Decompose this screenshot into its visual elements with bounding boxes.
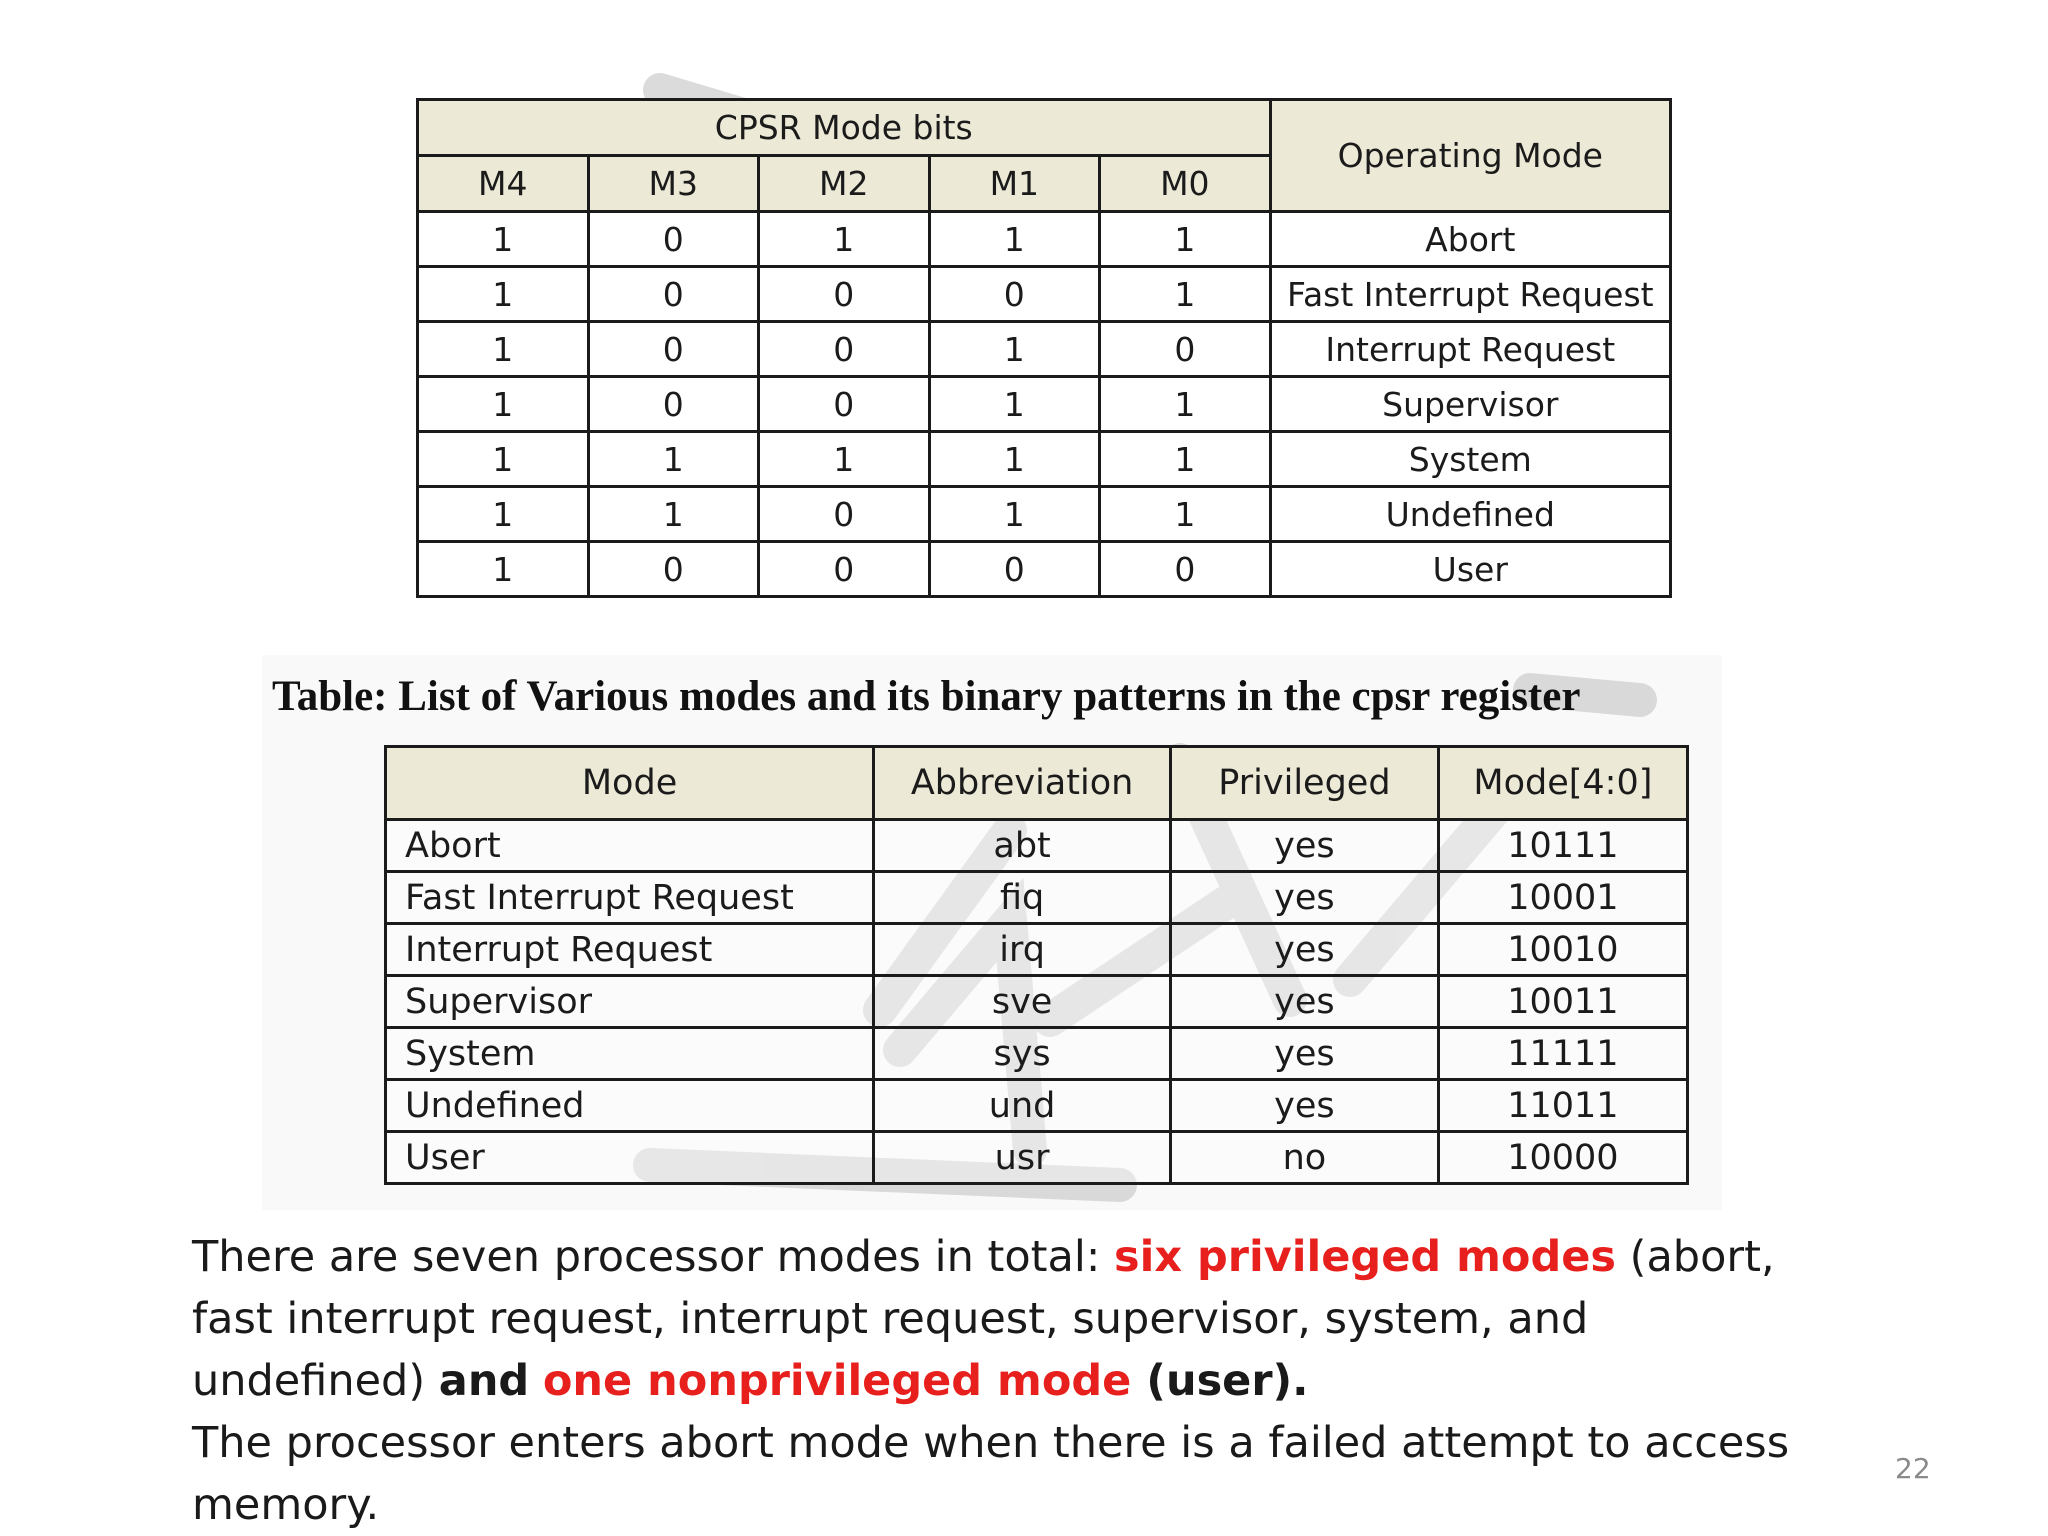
bit-header-m2: M2 bbox=[759, 156, 930, 212]
bit-cell: 0 bbox=[929, 267, 1100, 322]
bit-cell: 1 bbox=[929, 212, 1100, 267]
bit-cell: 0 bbox=[759, 377, 930, 432]
operating-mode-cell: User bbox=[1270, 542, 1670, 597]
one-nonprivileged-mode-text: one nonprivileged mode bbox=[542, 1356, 1132, 1406]
mode-bits-cell: 10001 bbox=[1438, 872, 1687, 924]
mode-bits-cell: 11011 bbox=[1438, 1080, 1687, 1132]
bit-cell: 0 bbox=[588, 267, 759, 322]
mode-bits-cell: 10010 bbox=[1438, 924, 1687, 976]
operating-mode-cell: Abort bbox=[1270, 212, 1670, 267]
privileged-cell: yes bbox=[1171, 924, 1439, 976]
mode-cell: System bbox=[386, 1028, 874, 1080]
abbreviation-cell: fiq bbox=[874, 872, 1171, 924]
table-row bbox=[386, 872, 1688, 924]
and-text: and bbox=[438, 1356, 530, 1406]
table-row bbox=[386, 1028, 1688, 1080]
bit-cell: 1 bbox=[1100, 267, 1271, 322]
mode-cell: Fast Interrupt Request bbox=[386, 872, 874, 924]
bit-header-m4: M4 bbox=[418, 156, 589, 212]
bit-cell: 0 bbox=[1100, 542, 1271, 597]
privileged-cell: yes bbox=[1171, 872, 1439, 924]
privileged-cell: yes bbox=[1171, 820, 1439, 872]
user-text: (user). bbox=[1131, 1356, 1309, 1406]
bit-cell: 1 bbox=[418, 487, 589, 542]
bit-cell: 1 bbox=[1100, 377, 1271, 432]
mode-bits-cell: 10011 bbox=[1438, 976, 1687, 1028]
table-row bbox=[418, 322, 1671, 377]
processor-modes-table bbox=[384, 745, 1689, 1185]
table-row bbox=[418, 377, 1671, 432]
bit-cell: 1 bbox=[759, 212, 930, 267]
bit-cell: 1 bbox=[929, 432, 1100, 487]
body-text bbox=[192, 1226, 1812, 1536]
bit-cell: 1 bbox=[759, 432, 930, 487]
bit-cell: 1 bbox=[1100, 487, 1271, 542]
abbreviation-cell: usr bbox=[874, 1132, 1171, 1184]
table-row bbox=[386, 1132, 1688, 1184]
mode-bits-header: Mode[4:0] bbox=[1438, 747, 1687, 820]
privileged-cell: yes bbox=[1171, 1080, 1439, 1132]
table-row bbox=[418, 212, 1671, 267]
bit-cell: 1 bbox=[418, 377, 589, 432]
operating-mode-cell: Fast Interrupt Request bbox=[1270, 267, 1670, 322]
text-span: (abort, fast interrupt request, interrupt request, supervisor, system, and undefined) bbox=[192, 1232, 1775, 1406]
table-row bbox=[418, 542, 1671, 597]
cpsr-mode-bits-header: CPSR Mode bits bbox=[418, 100, 1271, 156]
bit-header-m0: M0 bbox=[1100, 156, 1271, 212]
bit-cell: 0 bbox=[929, 542, 1100, 597]
abbreviation-cell: abt bbox=[874, 820, 1171, 872]
abbreviation-cell: sys bbox=[874, 1028, 1171, 1080]
bit-cell: 1 bbox=[418, 267, 589, 322]
paragraph-abort-mode: The processor enters abort mode when there is a failed attempt to access memory. bbox=[192, 1418, 1790, 1530]
bit-cell: 0 bbox=[759, 267, 930, 322]
abbreviation-cell: und bbox=[874, 1080, 1171, 1132]
bit-cell: 1 bbox=[588, 487, 759, 542]
operating-mode-header: Operating Mode bbox=[1270, 100, 1670, 212]
text-span: There are seven processor modes in total: bbox=[192, 1232, 1114, 1282]
privileged-cell: no bbox=[1171, 1132, 1439, 1184]
table-row bbox=[418, 267, 1671, 322]
operating-mode-cell: System bbox=[1270, 432, 1670, 487]
paragraph-modes-summary bbox=[192, 1226, 1812, 1412]
bit-cell: 0 bbox=[588, 542, 759, 597]
bit-cell: 1 bbox=[929, 322, 1100, 377]
bit-cell: 1 bbox=[1100, 212, 1271, 267]
bit-cell: 0 bbox=[1100, 322, 1271, 377]
mode-cell: Interrupt Request bbox=[386, 924, 874, 976]
bit-header-m1: M1 bbox=[929, 156, 1100, 212]
bit-cell: 0 bbox=[588, 212, 759, 267]
mode-cell: Abort bbox=[386, 820, 874, 872]
table-row bbox=[386, 976, 1688, 1028]
operating-mode-cell: Supervisor bbox=[1270, 377, 1670, 432]
operating-mode-cell: Interrupt Request bbox=[1270, 322, 1670, 377]
bit-cell: 0 bbox=[759, 542, 930, 597]
table-row bbox=[386, 1080, 1688, 1132]
mode-bits-cell: 10111 bbox=[1438, 820, 1687, 872]
mode-bits-cell: 10000 bbox=[1438, 1132, 1687, 1184]
mode-cell: Supervisor bbox=[386, 976, 874, 1028]
bit-cell: 0 bbox=[759, 487, 930, 542]
table-row bbox=[418, 487, 1671, 542]
privileged-cell: yes bbox=[1171, 1028, 1439, 1080]
privileged-header: Privileged bbox=[1171, 747, 1439, 820]
bit-cell: 0 bbox=[759, 322, 930, 377]
abbreviation-cell: irq bbox=[874, 924, 1171, 976]
mode-cell: Undefined bbox=[386, 1080, 874, 1132]
operating-mode-cell: Undefined bbox=[1270, 487, 1670, 542]
bit-cell: 1 bbox=[418, 322, 589, 377]
mode-cell: User bbox=[386, 1132, 874, 1184]
bit-header-m3: M3 bbox=[588, 156, 759, 212]
table-row bbox=[418, 432, 1671, 487]
abbreviation-cell: sve bbox=[874, 976, 1171, 1028]
six-privileged-modes-text: six privileged modes bbox=[1113, 1232, 1617, 1282]
bit-cell: 1 bbox=[929, 487, 1100, 542]
bit-cell: 1 bbox=[929, 377, 1100, 432]
bit-cell: 1 bbox=[418, 212, 589, 267]
page-number: 22 bbox=[1895, 1452, 1931, 1485]
text-span bbox=[529, 1356, 543, 1406]
abbreviation-header: Abbreviation bbox=[874, 747, 1171, 820]
bit-cell: 1 bbox=[418, 432, 589, 487]
table-caption: Table: List of Various modes and its binary patterns in the cpsr register bbox=[272, 673, 1581, 720]
bit-cell: 0 bbox=[588, 322, 759, 377]
mode-bits-cell: 11111 bbox=[1438, 1028, 1687, 1080]
bit-cell: 1 bbox=[588, 432, 759, 487]
bit-cell: 1 bbox=[1100, 432, 1271, 487]
bit-cell: 0 bbox=[588, 377, 759, 432]
table-row bbox=[386, 820, 1688, 872]
table-row bbox=[386, 924, 1688, 976]
mode-header: Mode bbox=[386, 747, 874, 820]
privileged-cell: yes bbox=[1171, 976, 1439, 1028]
bit-cell: 1 bbox=[418, 542, 589, 597]
cpsr-mode-bits-table bbox=[416, 98, 1672, 598]
